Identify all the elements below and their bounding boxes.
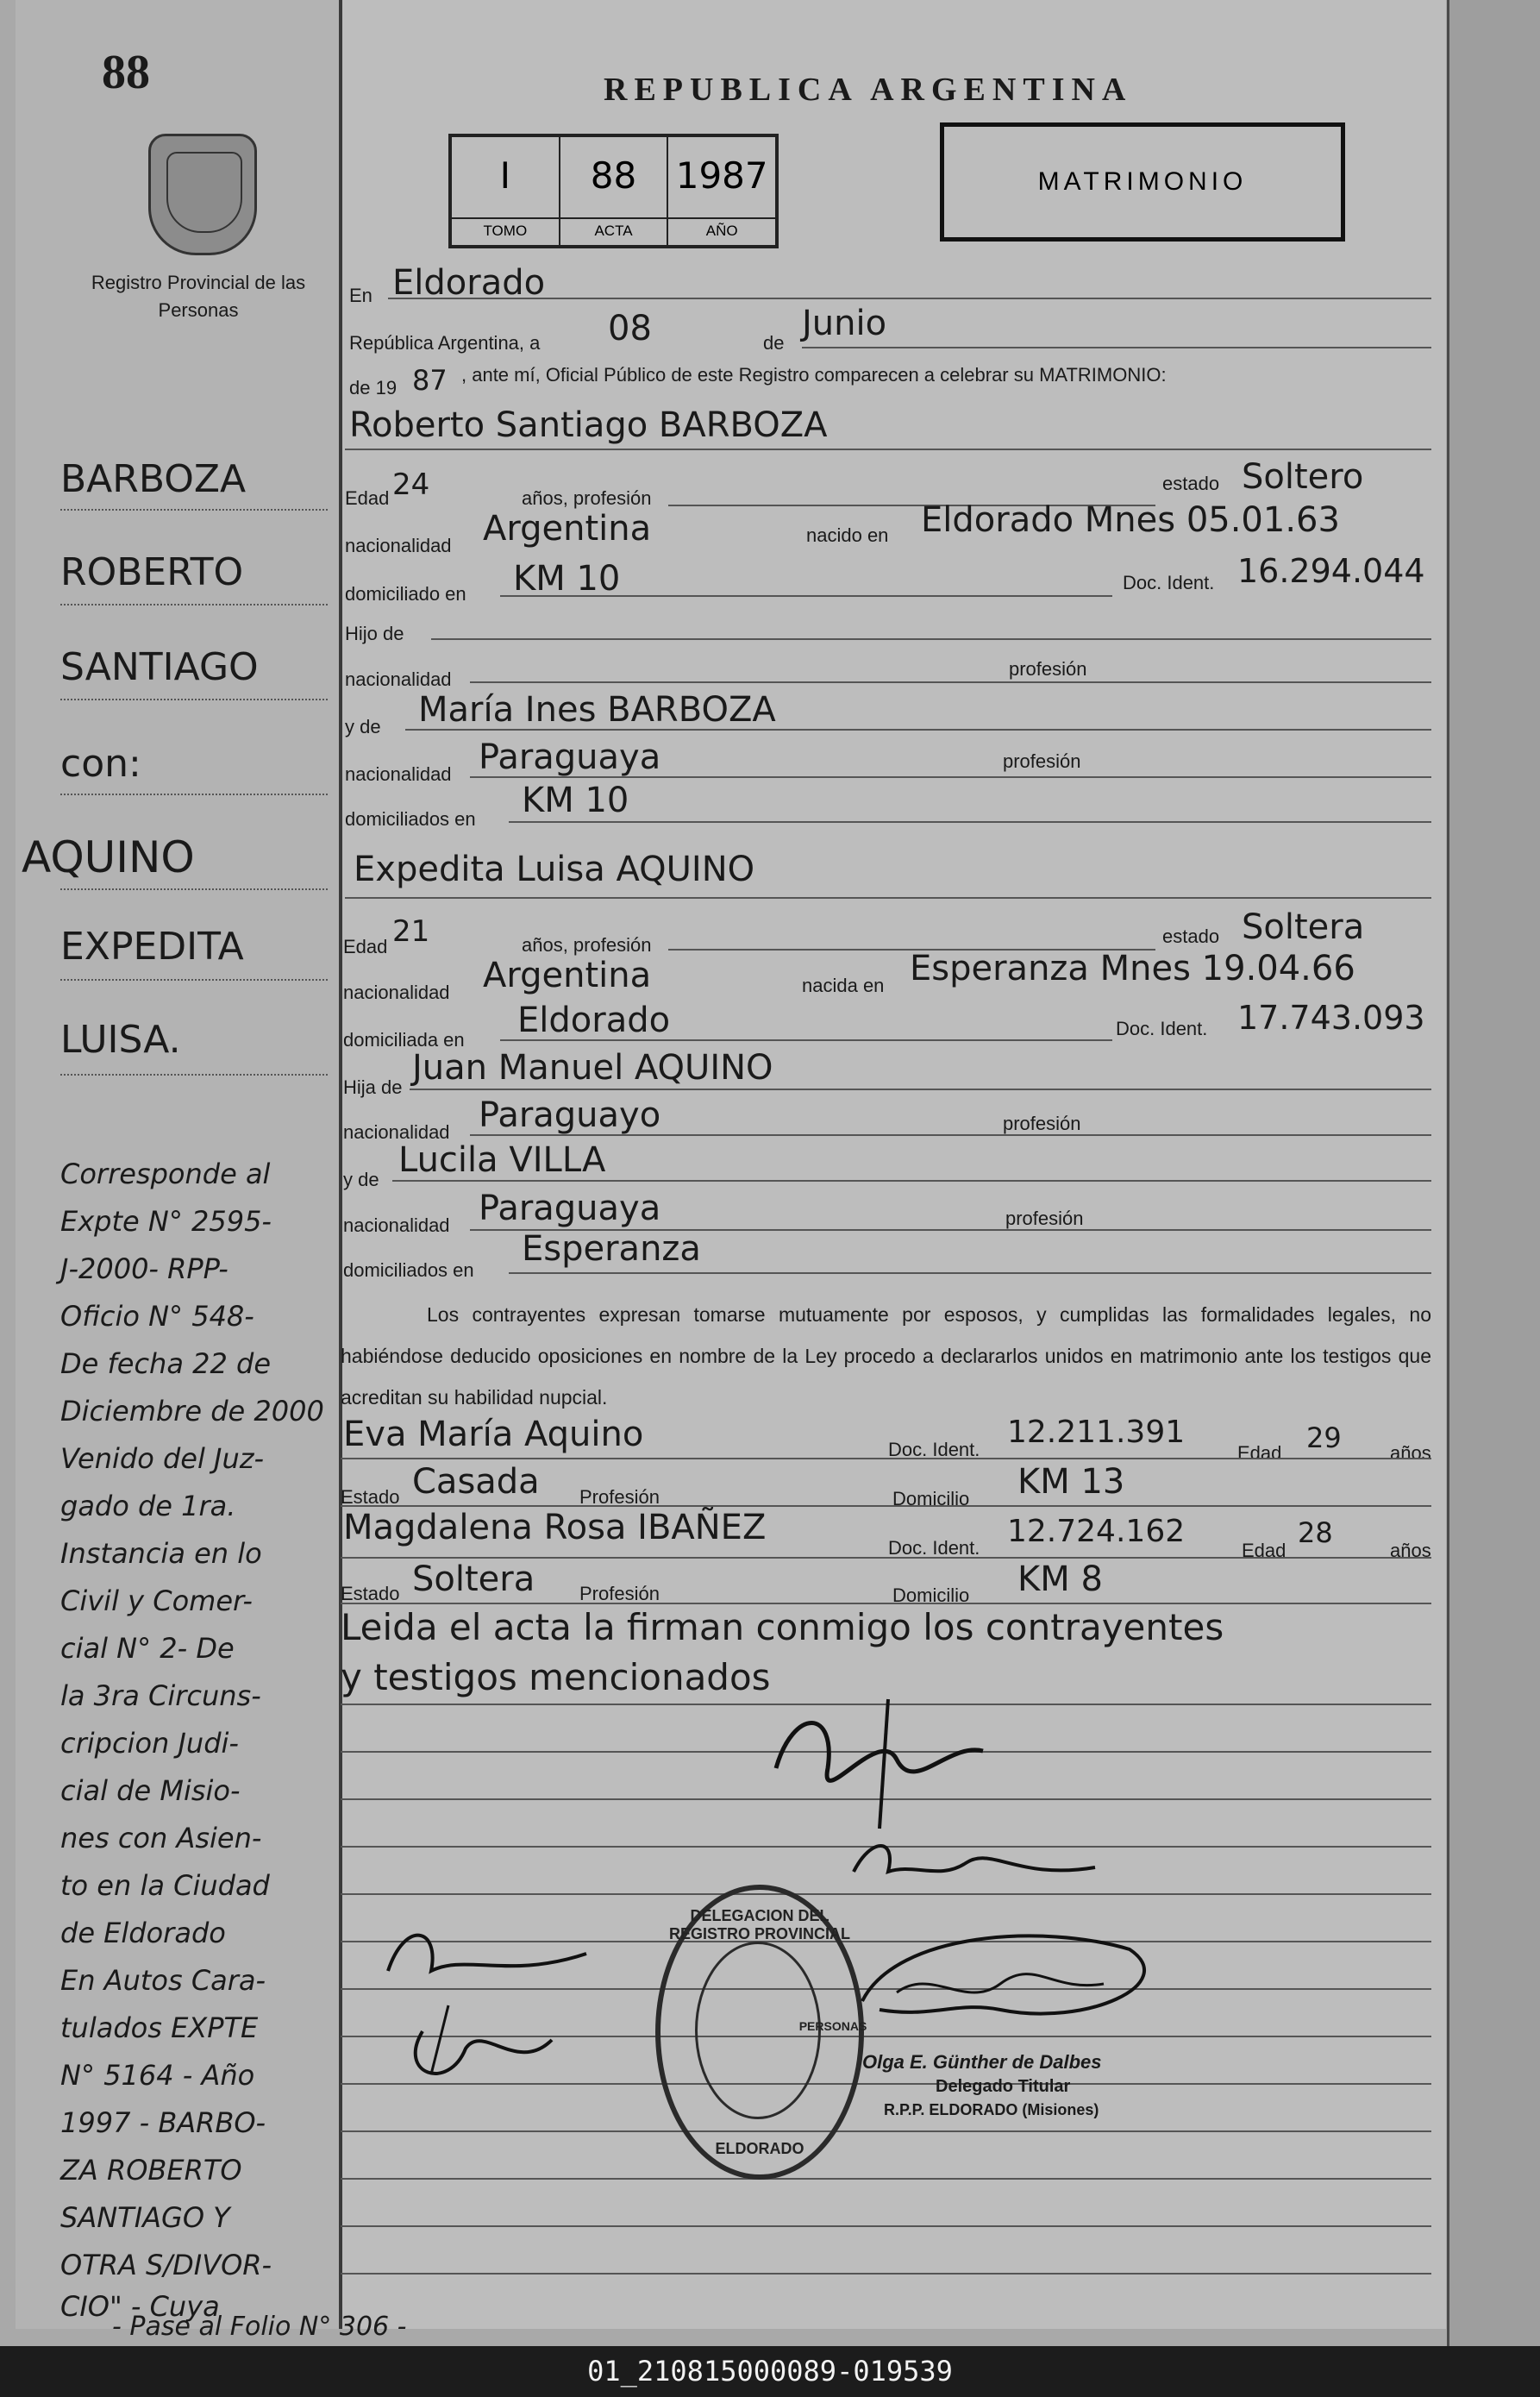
margin-note-line: De fecha 22 de (60, 1347, 271, 1380)
margin-note-line: En Autos Cara- (60, 1964, 266, 1997)
margin-note-line: N° 5164 - Año (60, 2059, 255, 2092)
bride-born-label: nacida en (802, 975, 885, 996)
groom-nac-label: nacionalidad (345, 535, 452, 556)
margin-note-line: J-2000- RPP- (60, 1252, 228, 1285)
bride-doc-label: Doc. Ident. (1116, 1018, 1208, 1039)
groom-mother-nac-label: nacionalidad (345, 763, 452, 785)
groom-doc: 16.294.044 (1237, 552, 1425, 590)
margin-name-6: EXPEDITA (60, 925, 244, 969)
margin-note-line: Oficio N° 548- (60, 1300, 254, 1333)
acta-label: ACTA (560, 217, 667, 240)
margin-name-4: con: (60, 742, 141, 786)
bride-parents-domicile: Esperanza (522, 1229, 701, 1269)
tomo-cell (452, 137, 560, 245)
groom-signature (759, 1691, 1000, 1837)
bride-estado-label: estado (1162, 926, 1220, 947)
bride-nac-label: nacionalidad (343, 982, 450, 1003)
year-value: 1987 (675, 154, 768, 197)
margin-note-line: to en la Ciudad (60, 1869, 270, 1902)
witness-2-name: Magdalena Rosa IBAÑEZ (343, 1508, 767, 1547)
round-stamp-side: PERSONAS (798, 2019, 867, 2033)
groom-father-prof-label: profesión (1009, 658, 1087, 680)
margin-name-3: SANTIAGO (60, 645, 259, 689)
margin-note-line: Venido del Juz- (60, 1442, 265, 1475)
bride-signature (845, 1829, 1104, 1898)
witness-1-name: Eva María Aquino (343, 1415, 644, 1454)
year-label: AÑO (668, 217, 775, 240)
bride-father-prof-label: profesión (1003, 1113, 1081, 1134)
margin-note-line: Expte N° 2595- (60, 1205, 272, 1238)
margin-note-line: OTRA S/DIVOR- (60, 2249, 272, 2281)
groom-father-label: Hijo de (345, 623, 404, 644)
groom-mother-nationality: Paraguaya (479, 737, 661, 777)
groom-estado: Soltero (1242, 457, 1364, 497)
witness-1-age: 29 (1306, 1421, 1342, 1454)
witness-1-prof-label: Profesión (579, 1486, 660, 1508)
bride-born: Esperanza Mnes 19.04.66 (910, 949, 1355, 988)
acta-value: 88 (590, 154, 637, 197)
witness-signatures (371, 1902, 612, 2100)
margin-note-line: Corresponde al (60, 1158, 271, 1190)
groom-parents-domicile: KM 10 (522, 781, 629, 820)
acta-cell (560, 137, 669, 245)
witness-1-estado-label: Estado (341, 1486, 400, 1508)
official-office: R.P.P. ELDORADO (Misiones) (884, 2101, 1099, 2118)
margin-note-line: CIO" - Cuya (60, 2290, 220, 2323)
witness-2-dom-label: Domicilio (892, 1584, 970, 1606)
groom-mother-label: y de (345, 716, 381, 737)
bride-mother-nationality: Paraguaya (479, 1189, 661, 1228)
witness-2-prof-label: Profesión (579, 1583, 660, 1604)
margin-note-line: nes con Asien- (60, 1822, 262, 1854)
margin-note-line: Instancia en lo (60, 1537, 262, 1570)
witness-1-dom-label: Domicilio (892, 1488, 970, 1509)
margin-note-line: Diciembre de 2000 (60, 1395, 324, 1428)
official-name: Olga E. Günther de Dalbes (862, 2051, 1102, 2073)
bride-father-nationality: Paraguayo (479, 1095, 661, 1135)
margin-note-line: cripcion Judi- (60, 1727, 239, 1760)
page-number: 88 (102, 46, 150, 99)
groom-age: 24 (392, 467, 430, 502)
witness-2-doc-label: Doc. Ident. (888, 1537, 980, 1559)
groom-mother: María Ines BARBOZA (418, 690, 776, 730)
margin-name-2: ROBERTO (60, 550, 244, 594)
witness-2-anos-label: años (1390, 1540, 1431, 1561)
groom-born: Eldorado Mnes 05.01.63 (921, 500, 1340, 540)
page-edge (1447, 0, 1540, 2346)
groom-mother-prof-label: profesión (1003, 750, 1081, 772)
groom-estado-label: estado (1162, 473, 1220, 494)
margin-name-5: AQUINO (22, 832, 195, 882)
bride-mother-prof-label: profesión (1005, 1208, 1084, 1229)
margin-note-line: SANTIAGO Y (60, 2201, 230, 2234)
groom-anos-label: años, profesión (522, 487, 652, 509)
margin-note-line: ZA ROBERTO (60, 2154, 242, 2187)
bride-father-label: Hija de (343, 1076, 403, 1098)
witness-2-doc: 12.724.162 (1007, 1514, 1186, 1549)
margin-note-line: cial N° 2- De (60, 1632, 235, 1665)
year-cell (668, 137, 775, 245)
bride-parents-dom-label: domiciliados en (343, 1259, 474, 1281)
day-value: 08 (608, 309, 652, 348)
bride-edad-label: Edad (343, 936, 388, 957)
official-signature (828, 1915, 1190, 2070)
witness-1-edad-label: Edad (1237, 1442, 1282, 1464)
statement: , ante mí, Oficial Público de este Registro comparecen a celebrar su MATRIMONIO: (461, 364, 1167, 386)
groom-nationality: Argentina (483, 509, 652, 549)
bride-mother-label: y de (343, 1169, 379, 1190)
groom-doc-label: Doc. Ident. (1123, 572, 1215, 593)
country-title: REPUBLICA ARGENTINA (604, 72, 1133, 108)
groom-domicile: KM 10 (513, 559, 621, 599)
bride-estado: Soltera (1242, 907, 1365, 947)
witness-1-anos-label: años (1390, 1442, 1431, 1464)
margin-note-line: 1997 - BARBO- (60, 2106, 266, 2139)
margin-note-line: de Eldorado (60, 1917, 226, 1949)
witness-2-edad-label: Edad (1242, 1540, 1286, 1561)
witness-1-estado: Casada (412, 1462, 540, 1502)
place-value: Eldorado (392, 263, 546, 303)
groom-born-label: nacido en (806, 524, 889, 546)
bride-full-name: Expedita Luisa AQUINO (354, 850, 755, 889)
document-type-box: MATRIMONIO (940, 122, 1345, 242)
bride-anos-label: años, profesión (522, 934, 652, 956)
groom-father-nac-label: nacionalidad (345, 668, 452, 690)
registry-seal-icon (148, 134, 257, 255)
margin-note-line: la 3ra Circuns- (60, 1679, 261, 1712)
margin-note-line: cial de Misio- (60, 1774, 241, 1807)
registry-name: Registro Provincial de las Personas (91, 272, 306, 321)
closing-line-2: y testigos mencionados (341, 1656, 771, 1698)
bride-doc: 17.743.093 (1237, 999, 1425, 1037)
groom-edad-label: Edad (345, 487, 390, 509)
en-label: En (349, 285, 372, 306)
round-stamp-bottom: ELDORADO (715, 2140, 804, 2157)
margin-name-1: BARBOZA (60, 457, 247, 501)
groom-parents-dom-label: domiciliados en (345, 808, 476, 830)
closing-line-1: Leida el acta la firman conmigo los contrayentes (341, 1606, 1224, 1648)
reference-box (448, 134, 779, 248)
declaration-text: Los contrayentes expresan tomarse mutuamente por esposos, y cumplidas las formalidades legales, no habiéndose deducido oposiciones en nombre de la Ley procedo a declararlos unidos en matrimonio ante los testigos que acreditan su habilidad nupcial. (341, 1303, 1431, 1409)
tomo-label: TOMO (452, 217, 559, 240)
margin-note-line: gado de 1ra. (60, 1490, 236, 1522)
bride-father: Juan Manuel AQUINO (412, 1048, 773, 1088)
year-suffix: 87 (412, 364, 448, 397)
margin-note-line: tulados EXPTE (60, 2011, 259, 2044)
official-role: Delegado Titular (936, 2077, 1071, 2096)
bride-dom-label: domiciliada en (343, 1029, 465, 1051)
month-value: Junio (802, 304, 887, 343)
bride-nationality: Argentina (483, 956, 652, 995)
witness-2-age: 28 (1298, 1516, 1333, 1549)
tomo-value: I (499, 154, 511, 197)
scan-id: 01_210815000089-019539 (0, 2346, 1540, 2397)
witness-1-domicile: KM 13 (1017, 1462, 1125, 1502)
witness-2-estado-label: Estado (341, 1583, 400, 1604)
margin-note-line: Civil y Comer- (60, 1584, 253, 1617)
witness-1-doc: 12.211.391 (1007, 1415, 1186, 1450)
de-label: de (763, 332, 785, 354)
round-stamp-top: DELEGACION DEL REGISTRO PROVINCIAL (668, 1907, 850, 1942)
bride-mother-nac-label: nacionalidad (343, 1214, 450, 1236)
witness-2-estado: Soltera (412, 1559, 535, 1599)
year-prefix: de 19 (349, 377, 398, 398)
witness-1-doc-label: Doc. Ident. (888, 1439, 980, 1460)
bride-age: 21 (392, 914, 430, 949)
bride-mother: Lucila VILLA (398, 1140, 606, 1180)
margin-name-7: LUISA. (60, 1018, 181, 1062)
groom-full-name: Roberto Santiago BARBOZA (349, 405, 828, 445)
bride-father-nac-label: nacionalidad (343, 1121, 450, 1143)
witness-2-domicile: KM 8 (1017, 1559, 1103, 1599)
bride-domicile: Eldorado (517, 1001, 671, 1040)
margin-note-footer: - Pase al Folio N° 306 - (112, 2312, 407, 2342)
groom-dom-label: domiciliado en (345, 583, 466, 605)
republic-label: República Argentina, a (349, 332, 541, 354)
